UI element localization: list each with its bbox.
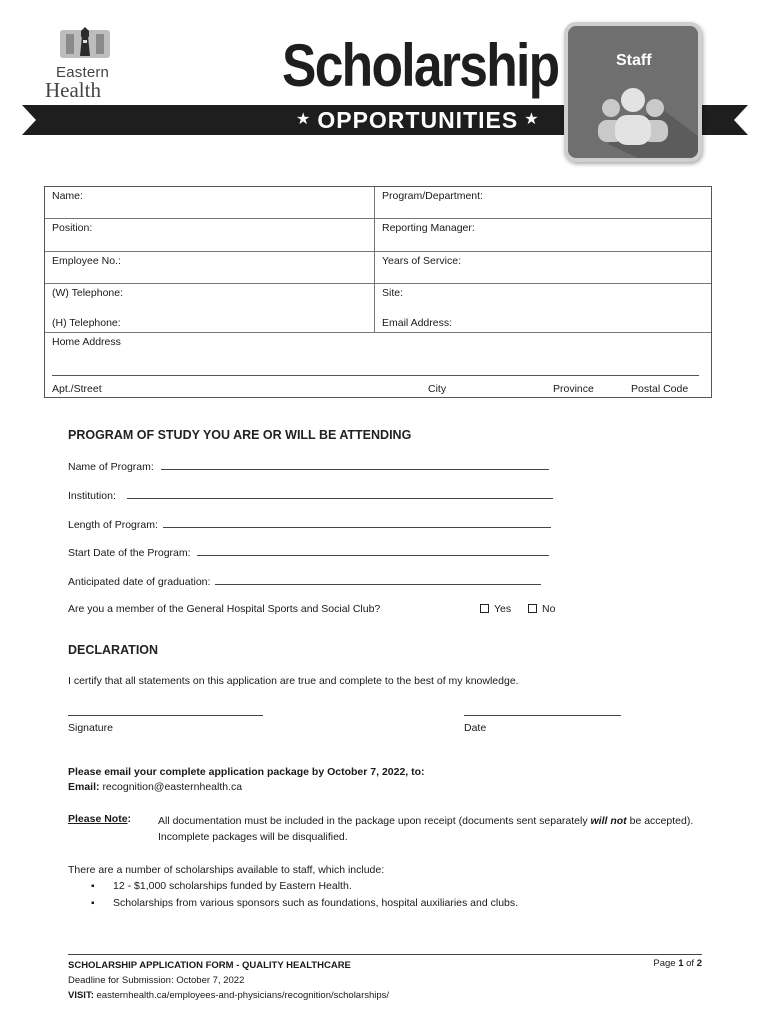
list-item: ▪ Scholarships from various sponsors such as foundations, hospital auxiliaries and clubs. xyxy=(91,895,518,912)
no-option[interactable] xyxy=(528,603,555,615)
start-date-line[interactable] xyxy=(197,546,549,556)
yes-option[interactable] xyxy=(480,603,511,615)
yes-label: Yes xyxy=(494,603,512,615)
lighthouse-icon xyxy=(60,26,110,60)
submission-instruction: Please email your complete application package by October 7, 2022, to: xyxy=(68,766,425,778)
note-label-colon: : xyxy=(127,813,132,825)
apt-street-label: Apt./Street xyxy=(52,383,102,395)
table-row xyxy=(45,187,711,219)
note-label xyxy=(68,813,131,825)
footer-deadline: Deadline for Submission: October 7, 2022 xyxy=(68,975,245,986)
start-date-field[interactable] xyxy=(68,546,549,559)
note-text-part2: be accepted). Incomplete packages will be disqualified. xyxy=(158,815,694,843)
note-label-text: Please Note xyxy=(68,813,128,825)
date-label: Date xyxy=(464,722,487,734)
visit-link[interactable]: easternhealth.ca/employees-and-physicians/recognition/scholarships/ xyxy=(96,990,390,1001)
yes-checkbox[interactable] xyxy=(480,604,489,613)
no-checkbox[interactable] xyxy=(528,604,537,613)
people-group-icon xyxy=(568,26,698,158)
institution-line[interactable] xyxy=(127,489,553,499)
postal-code-label: Postal Code xyxy=(631,383,689,395)
eastern-health-logo xyxy=(42,26,132,102)
page-total: 2 xyxy=(696,958,702,969)
staff-badge xyxy=(564,22,702,162)
declaration-text: I certify that all statements on this application are true and complete to the best of my knowledge. xyxy=(68,675,519,687)
table-row xyxy=(45,219,711,252)
employee-no-field[interactable]: Employee No.: xyxy=(45,252,375,283)
address-line xyxy=(52,375,699,376)
declaration-heading: DECLARATION xyxy=(68,643,159,657)
institution-field[interactable] xyxy=(68,489,553,502)
submission-email xyxy=(68,781,242,793)
city-label: City xyxy=(428,383,447,395)
table-row xyxy=(45,252,711,284)
page-indicator xyxy=(653,958,702,969)
program-name-field[interactable] xyxy=(68,460,549,473)
signature-line[interactable] xyxy=(68,715,263,716)
star-icon: ★ xyxy=(524,111,540,128)
club-question-label: Are you a member of the General Hospital Sports and Social Club? xyxy=(68,603,381,615)
length-line[interactable] xyxy=(163,518,551,528)
note-emphasis: will not xyxy=(590,815,627,827)
footer-form-title: SCHOLARSHIP APPLICATION FORM - QUALITY HEALTHCARE xyxy=(68,960,351,971)
star-icon: ★ xyxy=(296,111,312,128)
position-field[interactable]: Position: xyxy=(45,219,375,251)
home-address-label: Home Address xyxy=(52,336,121,348)
years-of-service-field[interactable]: Years of Service: xyxy=(382,255,461,267)
footer xyxy=(68,958,389,1003)
club-question-row xyxy=(68,603,568,615)
scholarships-intro: There are a number of scholarships available to staff, which include: xyxy=(68,864,385,876)
table-row xyxy=(45,284,711,333)
footer-visit xyxy=(68,988,389,1003)
institution-label: Institution: xyxy=(68,490,116,502)
length-field[interactable] xyxy=(68,518,551,531)
scholarships-list xyxy=(68,862,518,912)
graduation-label: Anticipated date of graduation: xyxy=(68,576,211,588)
date-line[interactable] xyxy=(464,715,621,716)
start-date-label: Start Date of the Program: xyxy=(68,547,191,559)
banner-label: OPPORTUNITIES xyxy=(317,107,519,133)
home-address-row[interactable] xyxy=(45,333,711,397)
footer-divider xyxy=(68,954,702,955)
applicant-info-table xyxy=(44,186,712,398)
note-text xyxy=(158,813,703,845)
reporting-manager-field[interactable]: Reporting Manager: xyxy=(382,222,475,234)
page-number: 1 xyxy=(678,958,684,969)
org-name-line1: Eastern xyxy=(56,64,110,81)
name-field[interactable]: Name: xyxy=(45,187,375,218)
work-phone-field[interactable]: (W) Telephone: xyxy=(52,287,124,299)
email-address-field[interactable]: Email Address: xyxy=(382,317,453,329)
graduation-line[interactable] xyxy=(215,575,541,585)
page-title: Scholarship xyxy=(282,32,559,99)
program-name-line[interactable] xyxy=(161,460,549,470)
graduation-field[interactable] xyxy=(68,575,541,588)
program-name-label: Name of Program: xyxy=(68,461,154,473)
telephone-cell xyxy=(45,284,375,332)
site-field[interactable]: Site: xyxy=(382,287,404,299)
home-phone-field[interactable]: (H) Telephone: xyxy=(52,317,121,329)
program-heading: PROGRAM OF STUDY YOU ARE OR WILL BE ATTENDING xyxy=(68,428,412,442)
banner-title xyxy=(296,106,540,134)
list-item: ▪ 12 - $1,000 scholarships funded by Eastern Health. xyxy=(91,878,518,895)
site-email-cell xyxy=(375,284,711,332)
staff-label: Staff xyxy=(616,52,652,69)
email-label: Email: xyxy=(68,781,100,793)
signature-label: Signature xyxy=(68,722,113,734)
page-prefix: Page xyxy=(653,958,676,969)
page-of: of xyxy=(686,958,695,969)
email-link[interactable]: recognition@easternhealth.ca xyxy=(102,781,243,793)
program-department-field[interactable]: Program/Department: xyxy=(382,190,483,202)
visit-label: VISIT: xyxy=(68,990,94,1001)
org-name-line2: Health xyxy=(45,78,101,102)
province-label: Province xyxy=(553,383,594,395)
no-label: No xyxy=(542,603,556,615)
length-label: Length of Program: xyxy=(68,519,158,531)
note-text-part1: All documentation must be included in the package upon receipt (documents sent separately xyxy=(158,815,591,827)
